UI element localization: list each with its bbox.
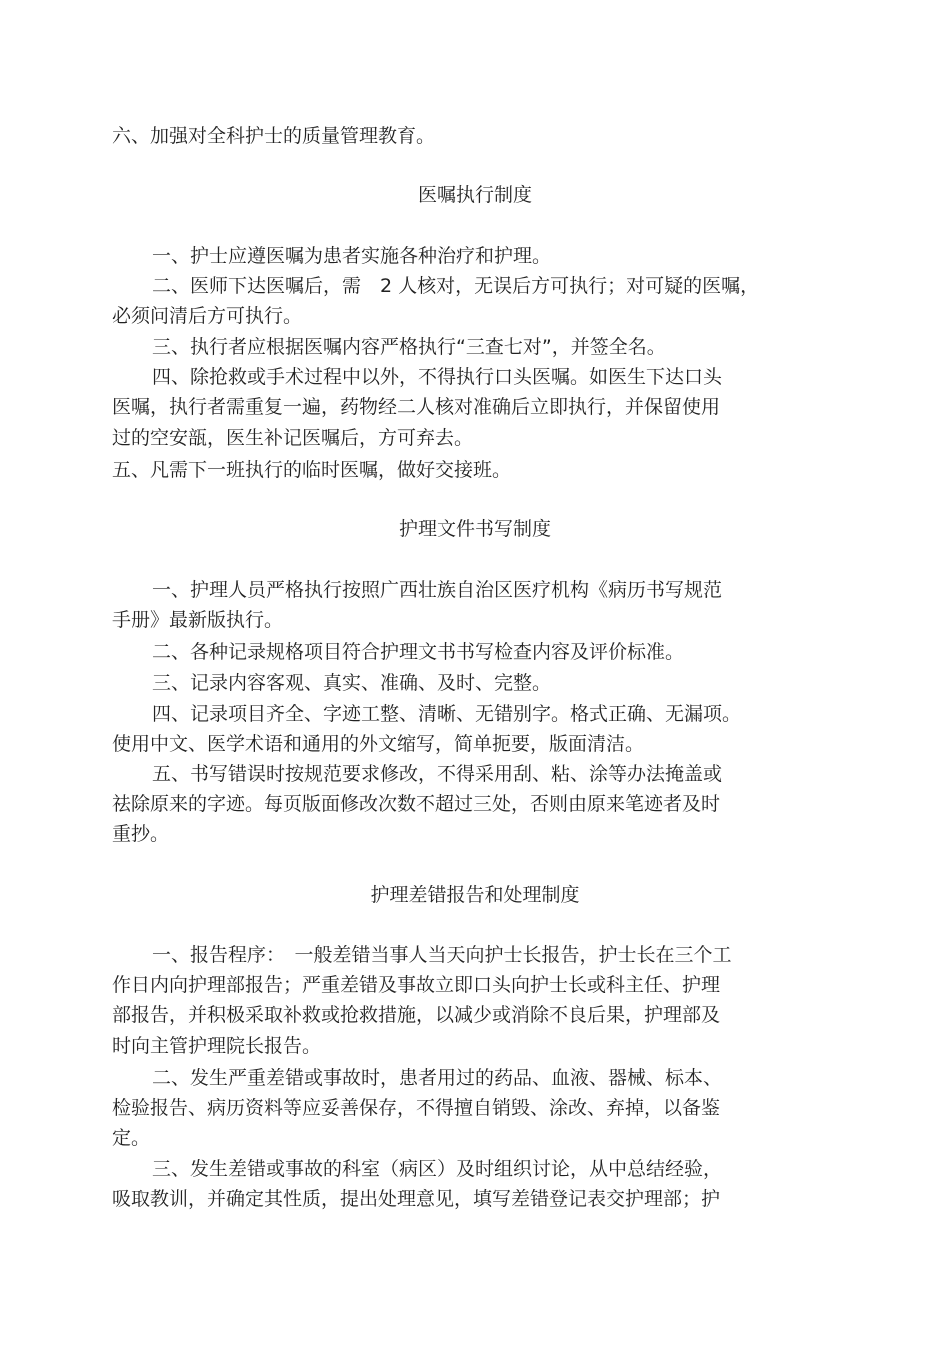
paragraph-line: 定。 <box>112 1127 151 1149</box>
paragraph-line: 部报告，并积极采取补救或抢救措施，以减少或消除不良后果，护理部及 <box>112 1004 721 1026</box>
paragraph-line: 五、凡需下一班执行的临时医嘱，做好交接班。 <box>112 459 512 481</box>
paragraph-line: 必须问清后方可执行。 <box>112 305 303 327</box>
paragraph-line: 四、记录项目齐全、字迹工整、清晰、无错别字。格式正确、无漏项。 <box>152 703 742 725</box>
paragraph-line: 三、发生差错或事故的科室（病区）及时组织讨论，从中总结经验， <box>152 1158 723 1180</box>
paragraph-line: 祛除原来的字迹。每页版面修改次数不超过三处，否则由原来笔迹者及时 <box>112 793 721 815</box>
section-heading: 医嘱执行制度 <box>417 184 532 206</box>
paragraph-line: 吸取教训，并确定其性质，提出处理意见，填写差错登记表交护理部；护 <box>112 1188 721 1210</box>
paragraph-line: 二、发生严重差错或事故时，患者用过的药品、血液、器械、标本、 <box>152 1067 723 1089</box>
section-heading: 护理文件书写制度 <box>398 518 551 540</box>
paragraph-line: 时向主管护理院长报告。 <box>112 1035 322 1057</box>
paragraph-line: 一、护理人员严格执行按照广西壮族自治区医疗机构《病历书写规范 <box>152 579 723 601</box>
section-heading: 护理差错报告和处理制度 <box>370 884 580 906</box>
paragraph-line: 作日内向护理部报告；严重差错及事故立即口头向护士长或科主任、护理 <box>112 974 721 996</box>
paragraph-line: 医嘱，执行者需重复一遍，药物经二人核对准确后立即执行，并保留使用 <box>112 396 721 418</box>
paragraph-line: 手册》最新版执行。 <box>112 609 284 631</box>
paragraph-line: 一、报告程序： 一般差错当事人当天向护士长报告，护士长在三个工 <box>152 944 732 966</box>
paragraph-line: 检验报告、病历资料等应妥善保存，不得擅自销毁、涂改、弃掉，以备鉴 <box>112 1097 721 1119</box>
paragraph-line: 使用中文、医学术语和通用的外文缩写，简单扼要，版面清洁。 <box>112 733 645 755</box>
paragraph-line: 六、加强对全科护士的质量管理教育。 <box>112 125 436 147</box>
paragraph-line: 二、医师下达医嘱后，需 2 人核对，无误后方可执行；对可疑的医嘱， <box>152 275 760 297</box>
paragraph-line: 重抄。 <box>112 823 170 845</box>
paragraph-line: 三、记录内容客观、真实、准确、及时、完整。 <box>152 672 552 694</box>
paragraph-line: 一、护士应遵医嘱为患者实施各种治疗和护理。 <box>152 245 552 267</box>
paragraph-line: 二、各种记录规格项目符合护理文书书写检查内容及评价标准。 <box>152 641 685 663</box>
paragraph-line: 三、执行者应根据医嘱内容严格执行“三查七对”，并签全名。 <box>152 336 666 358</box>
paragraph-line: 四、除抢救或手术过程中以外，不得执行口头医嘱。如医生下达口头 <box>152 366 723 388</box>
paragraph-line: 五、书写错误时按规范要求修改，不得采用刮、粘、涂等办法掩盖或 <box>152 763 723 785</box>
paragraph-line: 过的空安瓿，医生补记医嘱后，方可弃去。 <box>112 427 474 449</box>
